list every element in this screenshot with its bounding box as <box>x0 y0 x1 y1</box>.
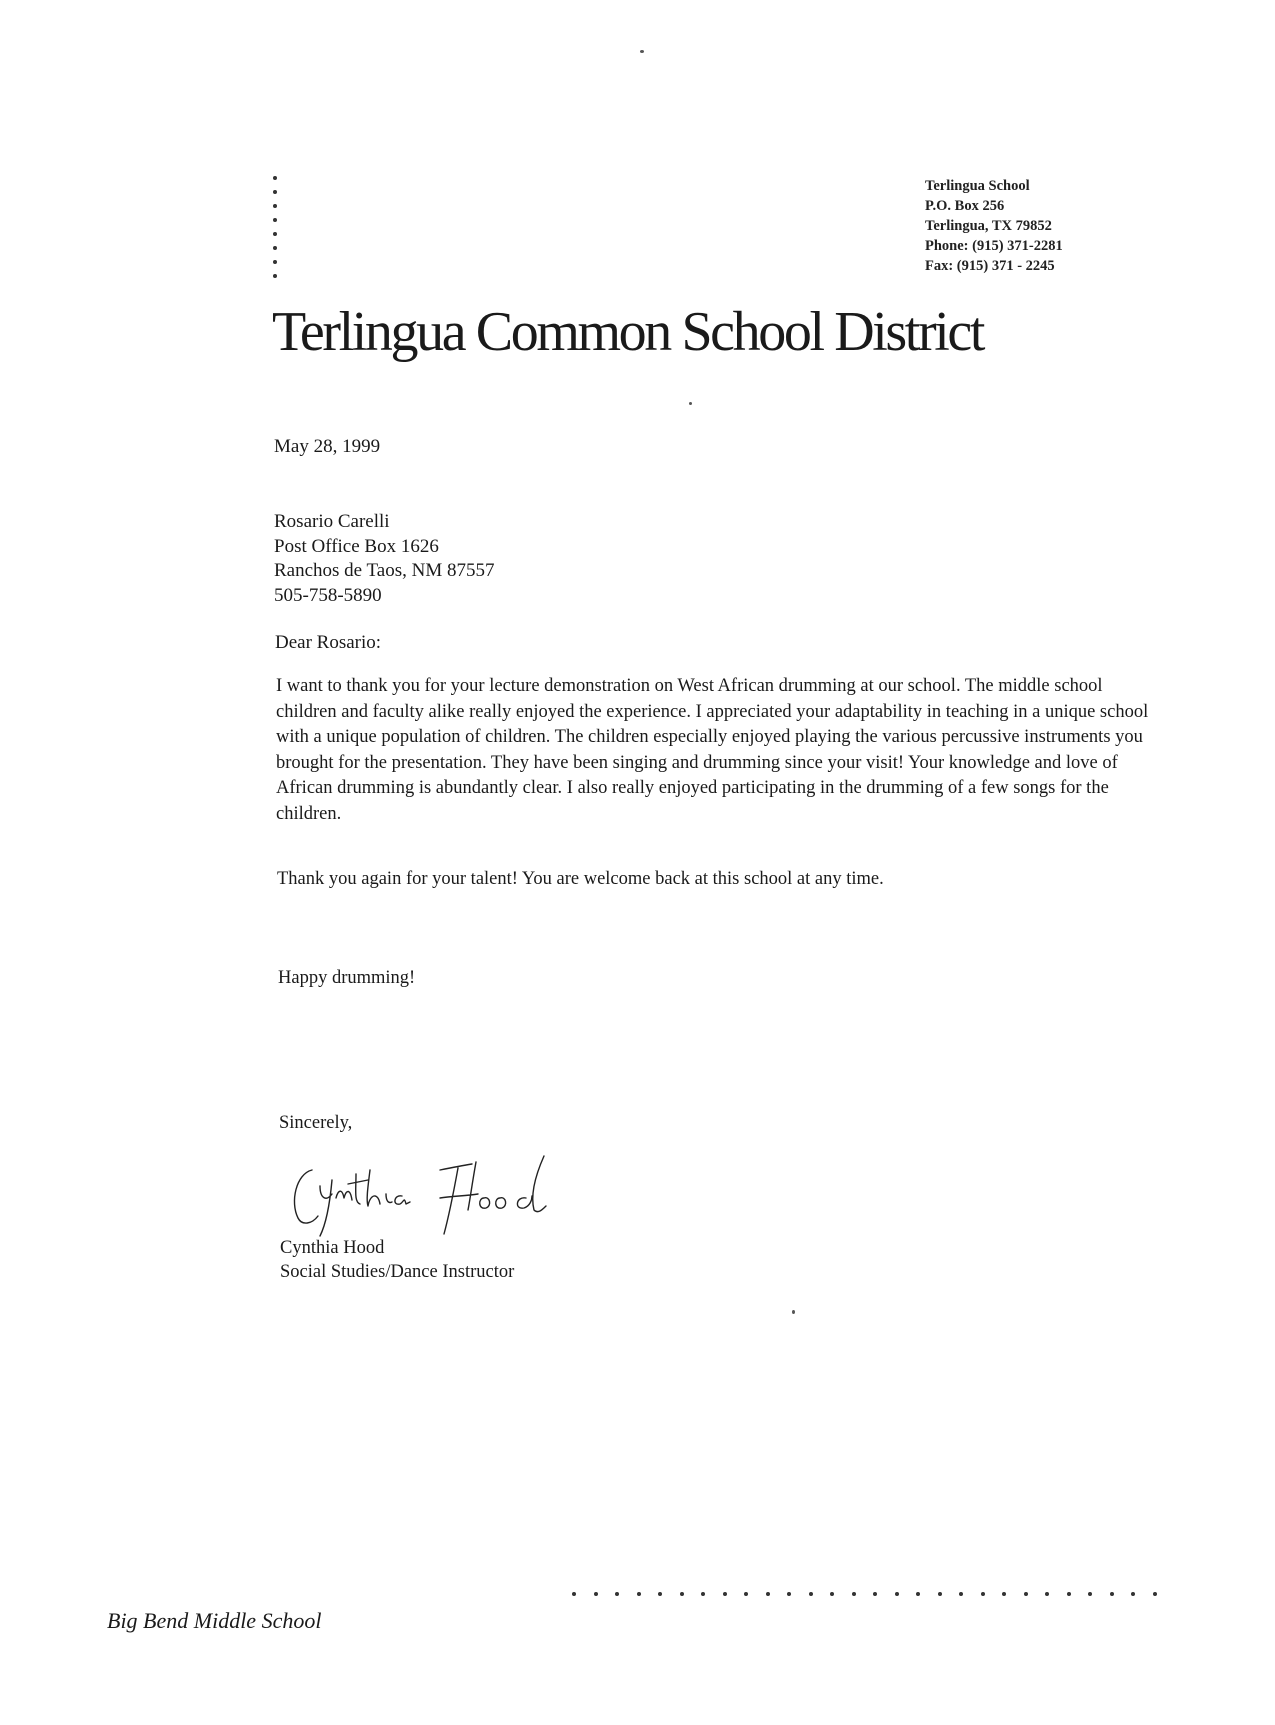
contact-phone: Phone: (915) 371-2281 <box>925 238 1063 254</box>
footer-dot <box>680 1592 684 1596</box>
recipient-po-box: Post Office Box 1626 <box>274 535 439 557</box>
footer-dot <box>1002 1592 1006 1596</box>
footer-dot <box>895 1592 899 1596</box>
footer-dot <box>594 1592 598 1596</box>
footer-dotted-rule <box>572 1592 1172 1598</box>
footer-dot <box>637 1592 641 1596</box>
footer-dot <box>981 1592 985 1596</box>
footer-dot <box>1067 1592 1071 1596</box>
footer-dot <box>873 1592 877 1596</box>
letter-date: May 28, 1999 <box>274 436 381 457</box>
scan-speck <box>792 1310 795 1314</box>
recipient-name: Rosario Carelli <box>274 511 390 532</box>
footer-dot <box>615 1592 619 1596</box>
handwritten-signature <box>290 1140 590 1240</box>
footer-dot <box>723 1592 727 1596</box>
footer-dot <box>938 1592 942 1596</box>
recipient-city-state-zip: Ranchos de Taos, NM 87557 <box>274 560 495 581</box>
footer-dot <box>916 1592 920 1596</box>
letter-greeting: Dear Rosario: <box>275 632 382 653</box>
recipient-address-block <box>274 510 495 608</box>
footer-dot <box>658 1592 662 1596</box>
signer-title: Social Studies/Dance Instructor <box>280 1262 515 1282</box>
letterhead-dotted-rule <box>273 176 279 288</box>
signer-block <box>280 1236 514 1284</box>
footer-dot <box>766 1592 770 1596</box>
footer-dot <box>1088 1592 1092 1596</box>
footer-dot <box>1153 1592 1157 1596</box>
scan-speck <box>640 50 644 53</box>
footer-dot <box>809 1592 813 1596</box>
letter-closing: Sincerely, <box>279 1113 353 1133</box>
scan-speck <box>689 402 692 405</box>
recipient-phone: 505-758-5890 <box>274 584 382 606</box>
contact-po-box: P.O. Box 256 <box>925 198 1005 214</box>
footer-dot <box>701 1592 705 1596</box>
footer-dot <box>830 1592 834 1596</box>
letter-thanks-paragraph: Thank you again for your talent! You are welcome back at this school at any time. <box>277 869 884 889</box>
footer-school-name: Big Bend Middle School <box>107 1608 322 1633</box>
footer-dot <box>787 1592 791 1596</box>
footer-dot <box>572 1592 576 1596</box>
contact-fax: Fax: (915) 371 - 2245 <box>925 258 1055 274</box>
contact-school-name: Terlingua School <box>925 178 1030 194</box>
letterhead-contact-block <box>925 176 1063 276</box>
contact-city-state-zip: Terlingua, TX 79852 <box>925 218 1052 234</box>
footer-dot <box>959 1592 963 1596</box>
footer-dot <box>852 1592 856 1596</box>
footer-dot <box>744 1592 748 1596</box>
signer-name: Cynthia Hood <box>280 1238 385 1258</box>
footer-dot <box>1024 1592 1028 1596</box>
footer-dot <box>1045 1592 1049 1596</box>
letter-body-paragraph: I want to thank you for your lecture demonstration on West African drumming at our school. The middle school children and faculty alike really enjoyed the experience. I appreciated your adaptability in teaching in a unique school with a unique population of children. The children especially enjoyed playing the various percussive instruments you brought for the presentation. They have been singing and drumming since your visit! Your knowledge and love of African drumming is abundantly clear. I also really enjoyed participating in the drumming of a few songs for the children. <box>276 676 1149 824</box>
district-name-heading: Terlingua Common School District <box>272 301 983 363</box>
footer-dot <box>1131 1592 1135 1596</box>
letter-sign-off-wish: Happy drumming! <box>278 968 416 988</box>
footer-dot <box>1110 1592 1114 1596</box>
